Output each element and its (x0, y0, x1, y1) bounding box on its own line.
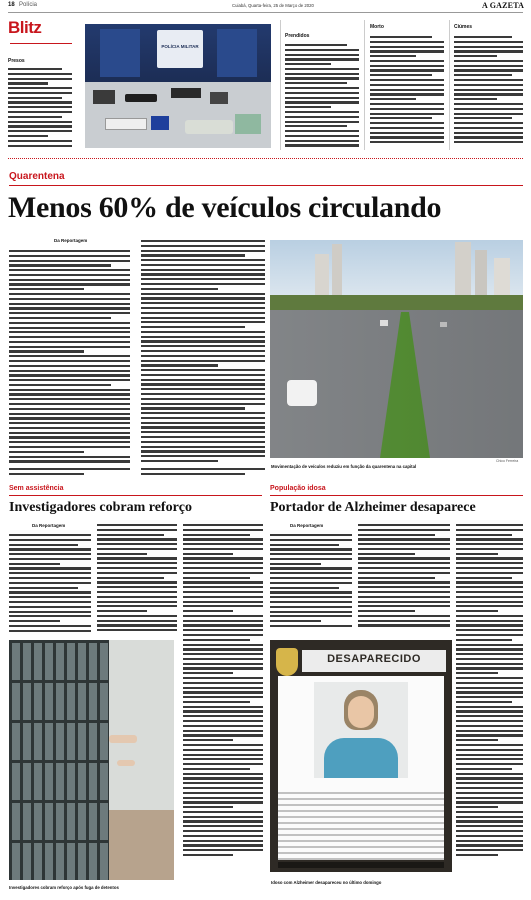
blitz-section (8, 16, 523, 156)
left-kicker-rule (9, 495, 262, 496)
missing-person-poster (270, 640, 452, 872)
blitz-title-underline (10, 43, 72, 44)
left-story-byline: Da Reportagem (32, 523, 66, 528)
blitz-col1-text (8, 68, 72, 154)
main-kicker-rule (9, 185, 523, 186)
main-story-col1-end (9, 468, 130, 478)
jail-cell-photo (9, 640, 174, 880)
main-story-col1 (9, 250, 130, 466)
right-story-byline: Da Reportagem (290, 523, 324, 528)
left-story-kicker: Sem assistência (9, 485, 64, 492)
blitz-divider (8, 158, 523, 159)
page-number: 18 (8, 2, 15, 8)
blitz-seized-items-photo (85, 24, 271, 148)
right-story-col2 (358, 524, 450, 630)
blitz-title: Blitz (8, 18, 42, 37)
jail-photo-caption: Investigadores cobram reforço após fuga de detentos (9, 885, 119, 890)
blitz-col3-head: Morto (370, 24, 384, 30)
avenue-traffic-photo (270, 240, 523, 458)
right-kicker-rule (270, 495, 523, 496)
edition-line: Cuiabá, Quarta-feira, 25 de Março de 2020 (232, 3, 314, 8)
left-story-col1 (9, 534, 91, 638)
left-story-col3 (183, 524, 263, 880)
main-story-col3 (141, 468, 265, 478)
main-story-col2 (141, 240, 265, 466)
left-story-headline: Investigadores cobram reforço (9, 500, 192, 515)
blitz-col4-text (454, 36, 523, 150)
section-name: Polícia (19, 2, 38, 8)
main-story-headline: Menos 60% de veículos circulando (8, 191, 442, 224)
missing-person-photo (314, 682, 408, 778)
blitz-col2-text (285, 44, 359, 150)
main-story-byline: Da Reportagem (54, 238, 88, 243)
right-story-col3 (456, 524, 523, 880)
left-story-col2 (97, 524, 177, 638)
avenue-photo-caption: Movimentação de veículos reduziu em função da quarentena na capital (271, 464, 417, 469)
blitz-col1-head: Presos (8, 58, 25, 64)
avenue-photo-credit: Chico Ferreira (496, 459, 519, 463)
blitz-col3-text (370, 36, 444, 150)
photo-sign-text: POLÍCIA MILITAR (161, 44, 199, 49)
blitz-col4-head: Ciúmes (454, 24, 473, 30)
page-header (0, 0, 531, 12)
right-story-headline: Portador de Alzheimer desaparece (270, 500, 476, 515)
right-story-kicker: População idosa (270, 485, 326, 492)
newspaper-logo: A GAZETA (482, 1, 525, 10)
right-story-col1 (270, 534, 352, 630)
poster-title: DESAPARECIDO (327, 653, 421, 665)
main-story-kicker: Quarentena (9, 171, 65, 182)
header-divider (8, 12, 523, 13)
poster-caption: Idoso com Alzheimer desapareceu no último domingo (271, 880, 382, 885)
blitz-col2-head: Prendidos (285, 33, 310, 39)
police-badge-icon (276, 648, 298, 676)
